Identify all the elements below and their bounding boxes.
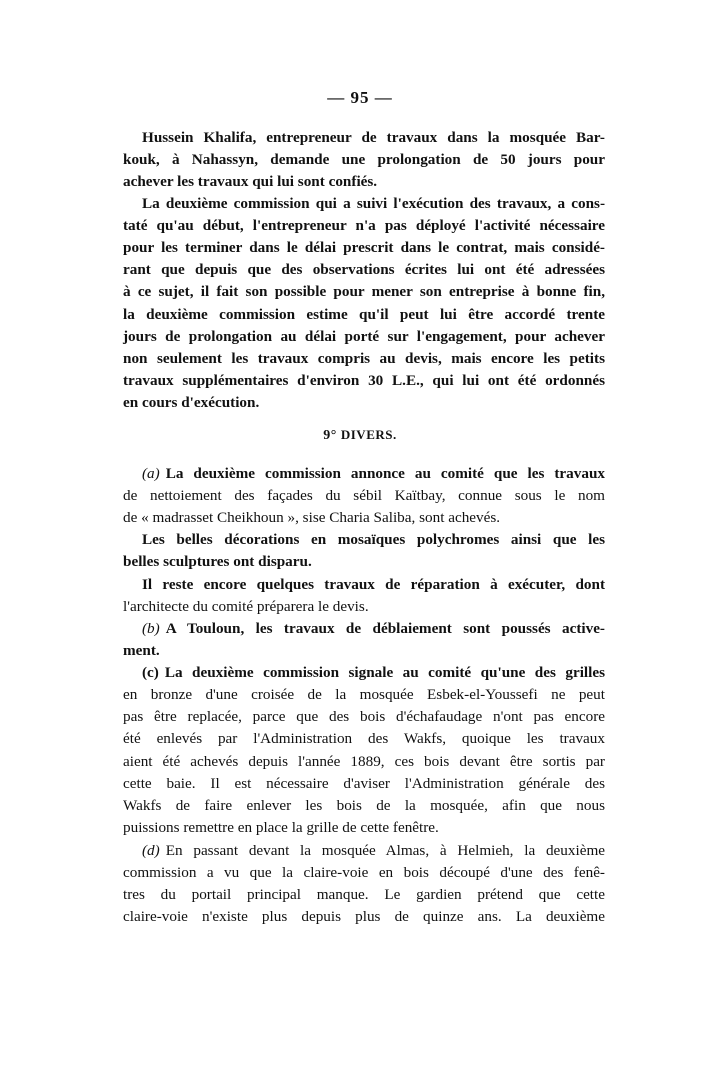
paragraph-line: en bronze d'une croisée de la mosquée Esbek-el-Youssefi ne peut (123, 686, 605, 703)
section-heading (0, 427, 720, 444)
section-number: 9° (323, 428, 337, 443)
paragraph-line: l'architecte du comité préparera le devis. (123, 598, 369, 615)
item-marker: (a) (142, 465, 160, 482)
paragraph-line (142, 464, 605, 484)
paragraph-text: La deuxième commission annonce au comité que les travaux (165, 465, 605, 482)
paragraph-line: la deuxième commission estime qu'il peut lui être accordé trente (123, 306, 605, 323)
paragraph-line: de « madrasset Cheikhoun », sise Charia Saliba, sont achevés. (123, 509, 501, 526)
paragraph-line: achever les travaux qui lui sont confiés. (123, 173, 378, 190)
paragraph-text: A Touloun, les travaux de déblaiement sont poussés active- (165, 620, 605, 637)
paragraph-line: pour les terminer dans le délai prescrit dans le contrat, mais considé- (123, 239, 605, 256)
paragraph-line (142, 663, 605, 683)
paragraph-line: Hussein Khalifa, entrepreneur de travaux dans la mosquée Bar- (142, 129, 605, 146)
paragraph-line: Il reste encore quelques travaux de réparation à exécuter, dont (142, 576, 605, 593)
paragraph-line: Wakfs de faire enlever les bois de la mosquée, afin que nous (123, 797, 605, 814)
paragraph-line: de nettoiement des façades du sébil Kaïtbay, connue sous le nom (123, 487, 605, 504)
paragraph-line: taté qu'au début, l'entrepreneur n'a pas déployé l'activité nécessaire (123, 217, 605, 234)
paragraph-line (142, 841, 605, 861)
paragraph-line: jours de prolongation au délai porté sur l'engagement, pour achever (123, 328, 605, 345)
section-title: DIVERS. (340, 427, 397, 442)
paragraph-line: claire-voie n'existe plus depuis plus de quinze ans. La deuxième (123, 908, 605, 925)
page-number: — 95 — (327, 88, 393, 107)
paragraph-line: rant que depuis que des observations écrites lui ont été adressées (123, 261, 605, 278)
paragraph-line: puissions remettre en place la grille de cette fenêtre. (123, 819, 439, 836)
paragraph-line: à ce sujet, il fait son possible pour mener son entreprise à bonne fin, (123, 283, 605, 300)
paragraph-line: ment. (123, 642, 160, 659)
item-marker: (b) (142, 620, 160, 637)
paragraph-line: Les belles décorations en mosaïques polychromes ainsi que les (142, 531, 605, 548)
paragraph-line: kouk, à Nahassyn, demande une prolongation de 50 jours pour (123, 151, 605, 168)
paragraph-line: travaux supplémentaires d'environ 30 L.E., qui lui ont été ordonnés (123, 372, 605, 389)
paragraph-text: La deuxième commission signale au comité qu'une des grilles (164, 664, 605, 681)
paragraph-line: La deuxième commission qui a suivi l'exécution des travaux, a cons- (142, 195, 605, 212)
paragraph-line: aient été achevés depuis l'année 1889, ces bois devant être sortis par (123, 753, 605, 770)
paragraph-line: belles sculptures ont disparu. (123, 553, 312, 570)
paragraph-line: cette baie. Il est nécessaire d'aviser l'Administration générale des (123, 775, 605, 792)
paragraph-line: non seulement les travaux compris au devis, mais encore les petits (123, 350, 605, 367)
paragraph-text: En passant devant la mosquée Almas, à Helmieh, la deuxième (165, 842, 605, 859)
item-marker: (d) (142, 842, 160, 859)
item-marker: (c) (142, 664, 159, 681)
paragraph-line: pas être replacée, parce que des bois d'échafaudage n'ont pas encore (123, 708, 605, 725)
paragraph-line: tres du portail principal manque. Le gardien prétend que cette (123, 886, 605, 903)
paragraph-line: été enlevés par l'Administration des Wakfs, quoique les travaux (123, 730, 605, 747)
paragraph-line: commission a vu que la claire-voie en bois découpé d'une des fenê- (123, 864, 605, 881)
paragraph-line (142, 619, 605, 639)
paragraph-line: en cours d'exécution. (123, 394, 260, 411)
